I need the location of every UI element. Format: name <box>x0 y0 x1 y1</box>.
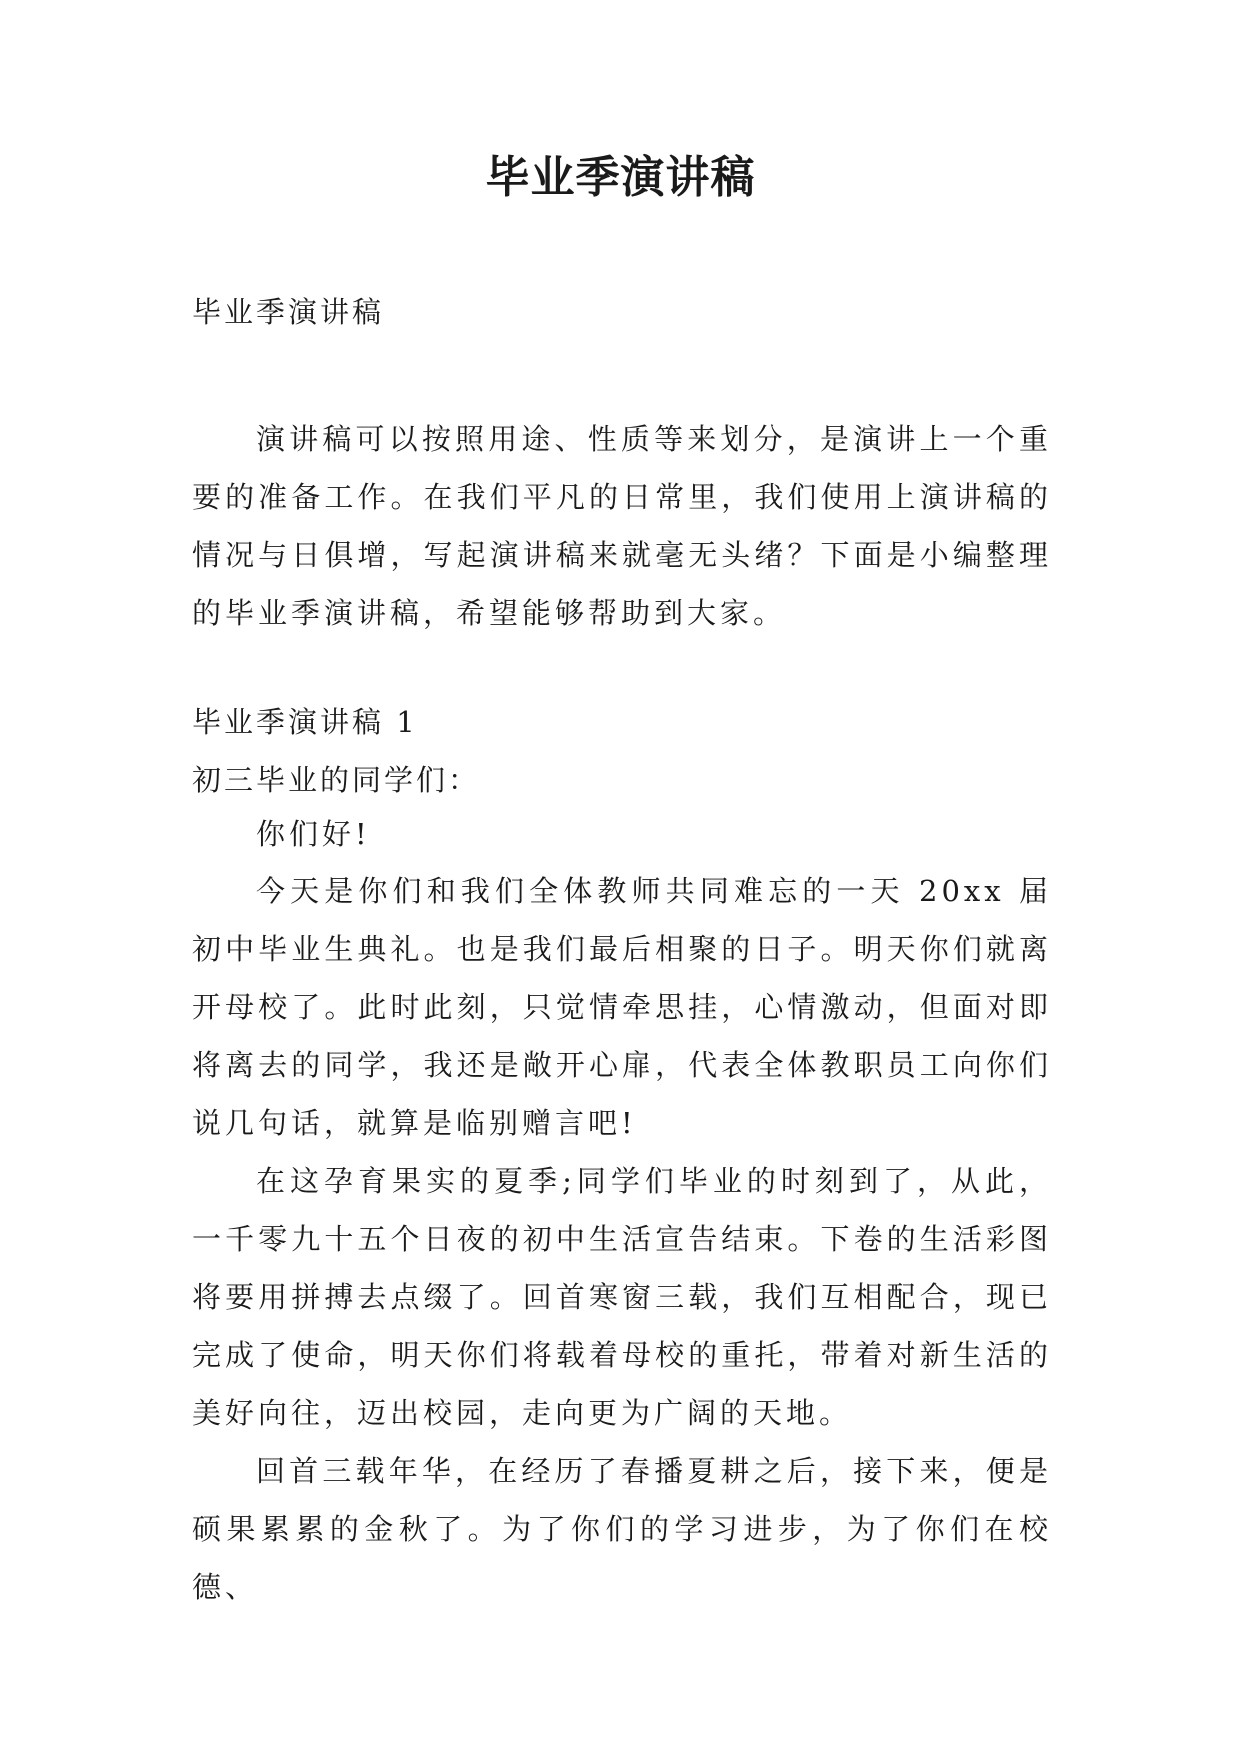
document-title: 毕业季演讲稿 <box>485 152 756 203</box>
speech-paragraph: 今天是你们和我们全体教师共同难忘的一天 20xx 届初中毕业生典礼。也是我们最后相聚的日子。明天你们就离开母校了。此时此刻，只觉情牵思挂，心情激动，但面对即将离去的同学，我还是敞开心扉，代表全体教职员工向你们说几句话，就算是临别赠言吧! <box>192 874 1052 1140</box>
speech-greeting: 你们好! <box>256 817 371 851</box>
speech-paragraph: 回首三载年华，在经历了春播夏耕之后，接下来，便是硕果累累的金秋了。为了你们的学习进步，为了你们在校德、 <box>192 1454 1052 1604</box>
intro-paragraph: 演讲稿可以按照用途、性质等来划分，是演讲上一个重要的准备工作。在我们平凡的日常里，我们使用上演讲稿的情况与日俱增，写起演讲稿来就毫无头绪？下面是小编整理的毕业季演讲稿，希望能够帮助到大家。 <box>192 422 1052 630</box>
speech-heading: 毕业季演讲稿 1 <box>192 705 418 739</box>
speech-salutation: 初三毕业的同学们： <box>192 763 481 797</box>
speech-paragraph: 在这孕育果实的夏季;同学们毕业的时刻到了，从此，一千零九十五个日夜的初中生活宣告结束。下卷的生活彩图将要用拼搏去点缀了。回首寒窗三载，我们互相配合，现已完成了使命，明天你们将载着母校的重托，带着对新生活的美好向往，迈出校园，走向更为广阔的天地。 <box>192 1164 1052 1430</box>
document-subtitle: 毕业季演讲稿 <box>192 295 385 329</box>
speech-body <box>192 760 1052 1616</box>
